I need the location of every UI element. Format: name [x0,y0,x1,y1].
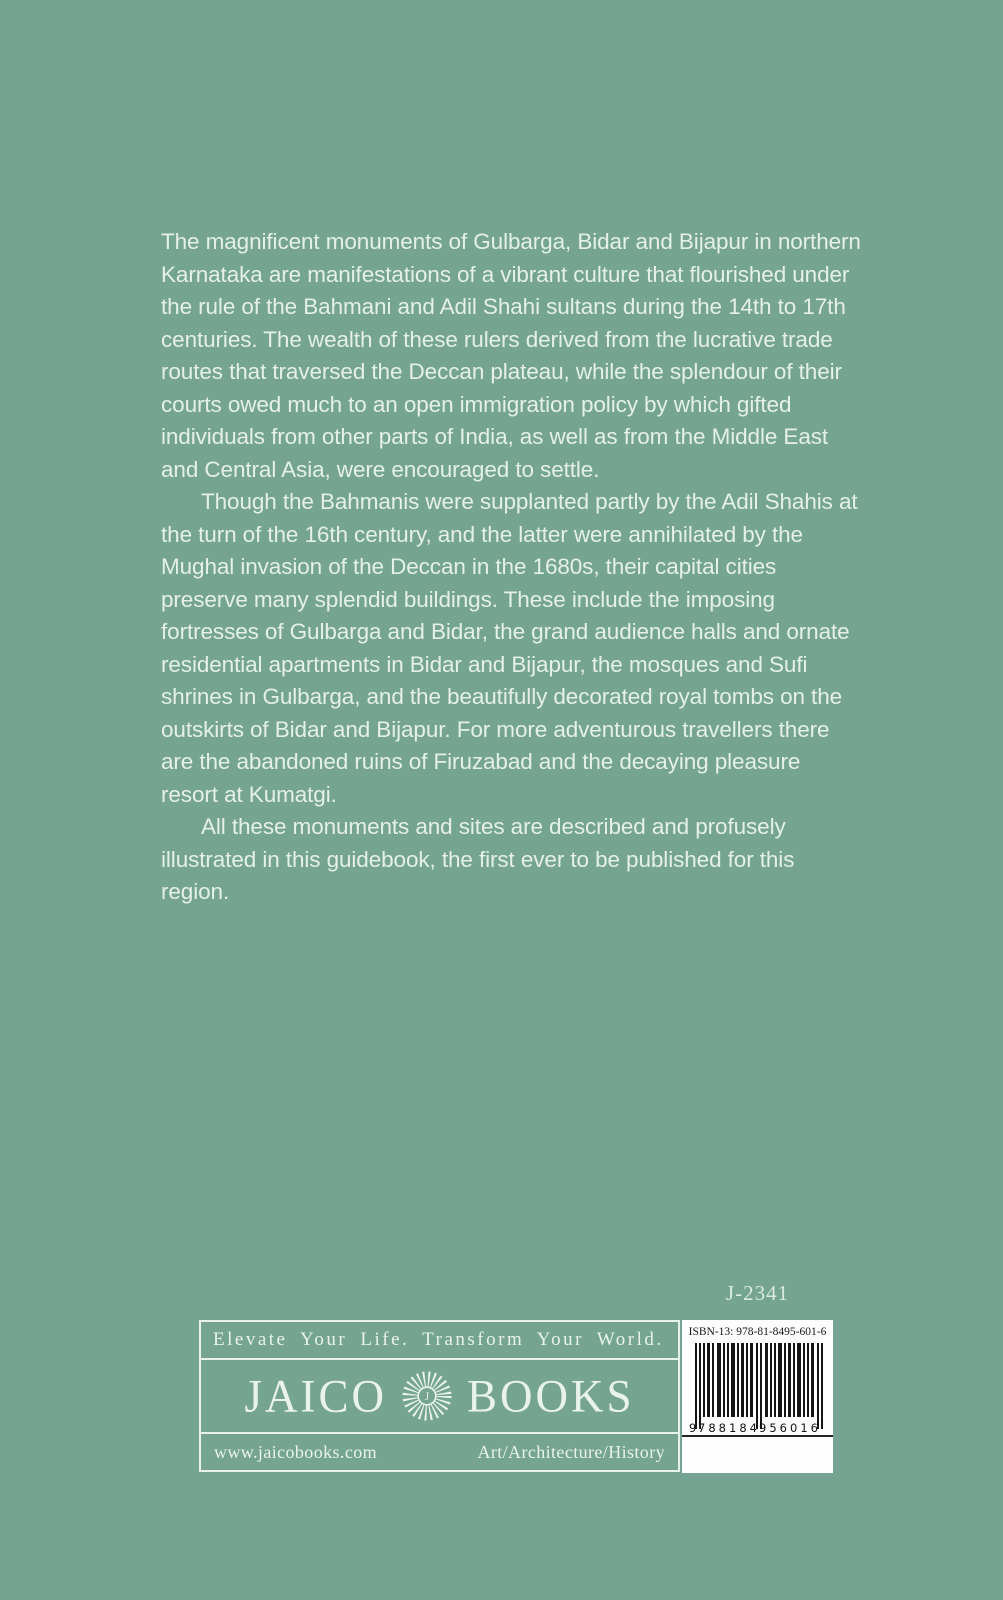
publisher-name-right: BOOKS [466,1369,635,1422]
publisher-box [199,1320,680,1472]
barcode-separator-line [682,1435,833,1437]
publisher-name-left: JAICO [244,1369,387,1422]
ean13-barcode [689,1343,827,1435]
barcode-sticker [682,1320,833,1473]
blurb-paragraph-2: Though the Bahmanis were supplanted partly by the Adil Shahis at the turn of the 16th century, and the latter were annihilated by the Mughal invasion of the Deccan in the 1680s, their capital cities preserve many splendid buildings. These include the imposing fortresses of Gulbarga and Bidar, the grand audience halls and ornate residential apartments in Bidar and Bijapur, the mosques and Sufi shrines in Gulbarga, and the beautifully decorated royal tombs on the outskirts of Bidar and Bijapur. For more adventurous travellers there are the abandoned ruins of Firuzabad and the decaying pleasure resort at Kumatgi. [161,489,858,807]
print-code: J-2341 [725,1281,790,1305]
logo-letter: J [424,1391,430,1404]
barcode-digit-group-3: 956016 [759,1421,821,1435]
publisher-category: Art/Architecture/History [477,1441,665,1462]
blurb-paragraph-1: The magnificent monuments of Gulbarga, Bidar and Bijapur in northern Karnataka are manifestations of a vibrant culture that flourished under the rule of the Bahmani and Adil Shahi sultans during the 14th to 17th centuries. The wealth of these rulers derived from the lucrative trade routes that traversed the Deccan plateau, while the splendour of their courts owed much to an open immigration policy by which gifted individuals from other parts of India, as well as from the Middle East and Central Asia, were encouraged to settle. [161,229,861,482]
publisher-tagline: Elevate Your Life. Transform Your World. [201,1322,678,1360]
back-cover-blurb [161,226,863,909]
publisher-logo-row [201,1360,678,1432]
blurb-paragraph-3: All these monuments and sites are described and profusely illustrated in this guidebook, the first ever to be published for this region. [161,814,795,904]
publisher-website: www.jaicobooks.com [214,1441,378,1462]
isbn-label: ISBN-13: 978-81-8495-601-6 [688,1326,827,1338]
barcode-digit-group-2: 788184 [698,1421,760,1435]
publisher-footer-row [201,1432,678,1470]
jaico-sunburst-logo-icon [400,1369,454,1423]
barcode-digit-group-1: 9 [689,1421,697,1435]
